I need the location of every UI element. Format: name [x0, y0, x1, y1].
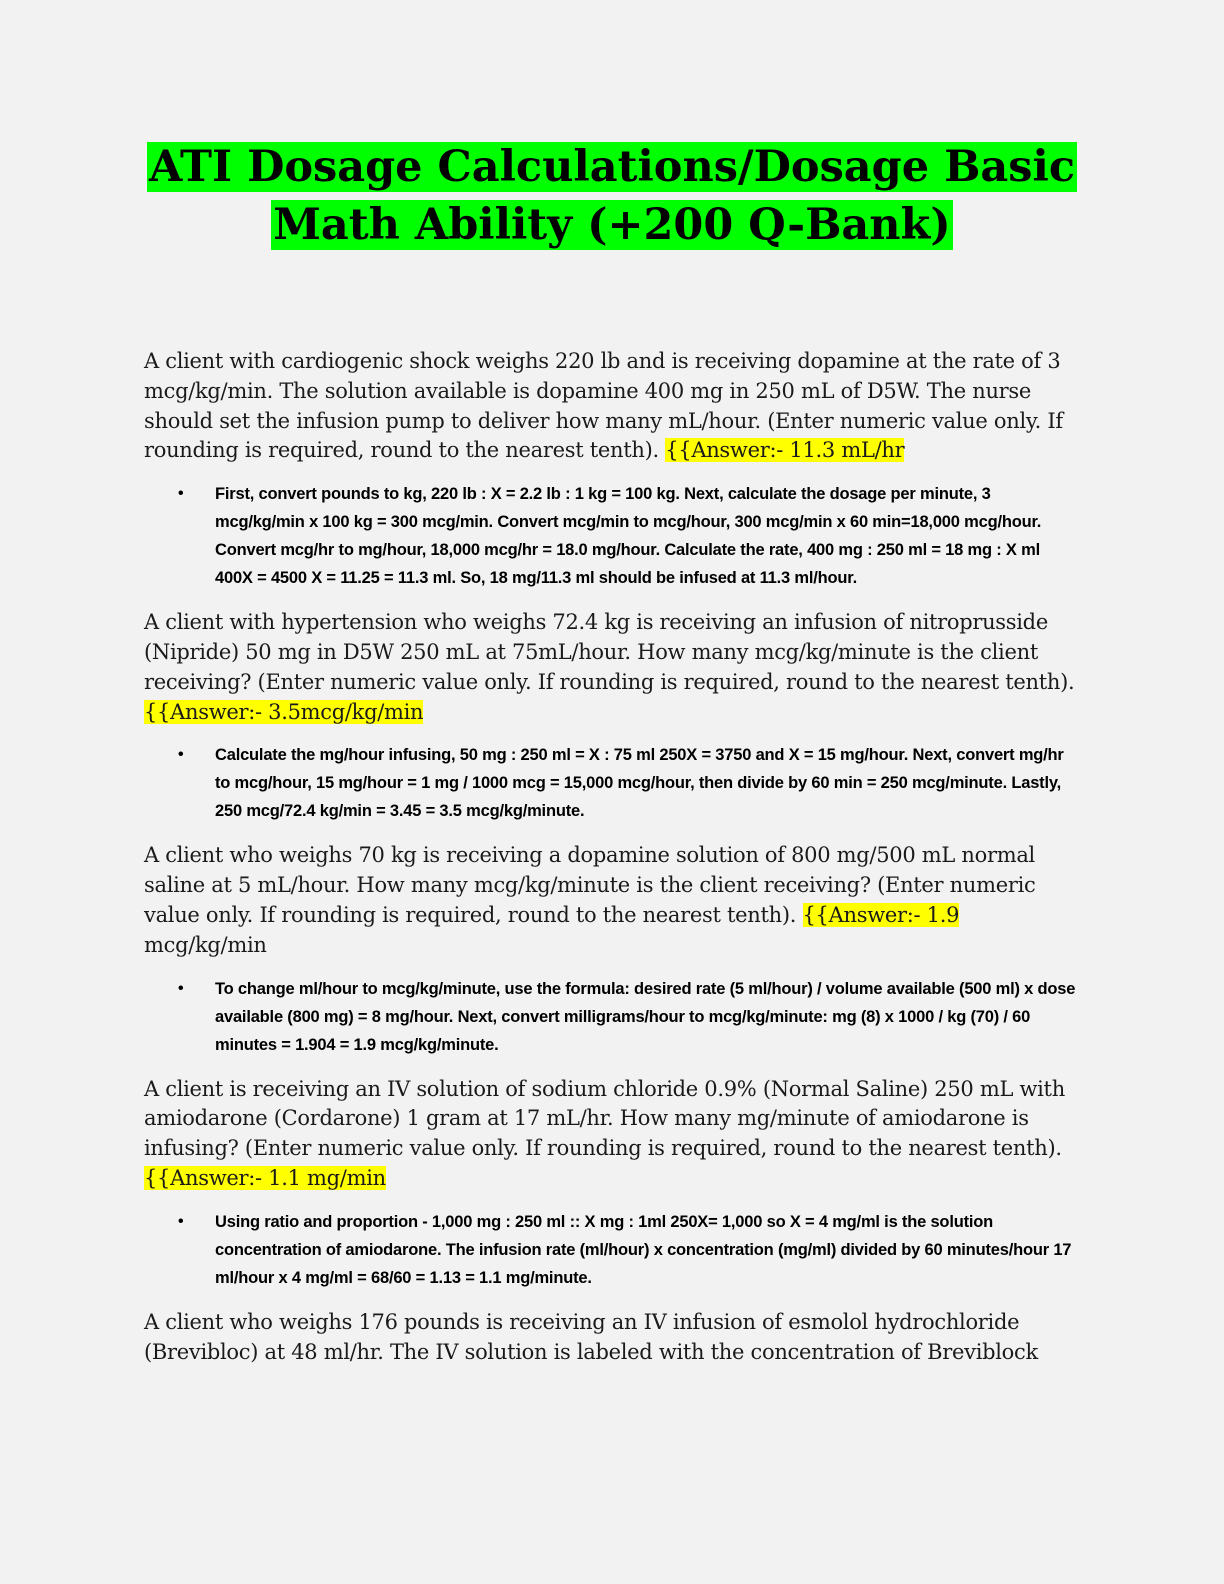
- question-text: A client is receiving an IV solution of sodium chloride 0.9% (Normal Saline) 250 mL with amiodarone (Cordarone) 1 gram at 17 mL/hr. How many mg/minute of amiodarone is infusing? (Enter numeric value only. If rounding is required, round to the nearest tenth).: [144, 1076, 1065, 1161]
- question-text: A client who weighs 70 kg is receiving a dopamine solution of 800 mg/500 mL normal saline at 5 mL/hour. How many mcg/kg/minute is the client receiving? (Enter numeric value only. If rounding is required, round to the nearest tenth).: [144, 843, 1036, 927]
- question-3: [144, 841, 1084, 960]
- explanation-1: [144, 480, 1084, 592]
- title-line-2: Math Ability (+200 Q-Bank): [273, 200, 951, 250]
- question-2: [144, 608, 1084, 727]
- question-text: A client who weighs 176 pounds is receiving an IV infusion of esmolol hydrochloride (Brevibloc) at 48 ml/hr. The IV solution is labeled with the concentration of Breviblock: [144, 1309, 1038, 1364]
- explanation-text: First, convert pounds to kg, 220 lb : X = 2.2 lb : 1 kg = 100 kg. Next, calculate the dosage per minute, 3 mcg/kg/min x 100 kg = 300 mcg/min. Convert mcg/min to mcg/hour, 300 mcg/min x 60 min=18,000 mcg/hour. Convert mcg/hr to mg/hour, 18,000 mcg/hr = 18.0 mg/hour. Calculate the rate, 400 mg : 250 ml = 18 mg : X ml 400X = 4500 X = 11.25 = 11.3 ml. So, 18 mg/11.3 ml should be infused at 11.3 ml/hour.: [215, 485, 1042, 588]
- explanation-text: To change ml/hour to mcg/kg/minute, use the formula: desired rate (5 ml/hour) / volume available (500 ml) x dose available (800 mg) = 8 mg/hour. Next, convert milligrams/hour to mcg/kg/minute: mg (8) x 1000 / kg (70) / 60 minutes = 1.904 = 1.9 mcg/kg/minute.: [215, 979, 1076, 1054]
- answer-unit: mcg/kg/min: [144, 932, 267, 957]
- explanation-text: Calculate the mg/hour infusing, 50 mg : 250 ml = X : 75 ml 250X = 3750 and X = 15 mg/hour. Next, convert mg/hr to mcg/hour, 15 mg/hour = 1 mg / 1000 mcg = 15,000 mcg/hour, then divide by 60 min = 250 mcg/minute. Lastly, 250 mcg/72.4 kg/min = 3.45 = 3.5 mcg/kg/minute.: [215, 746, 1064, 821]
- explanation-list: [144, 1208, 1084, 1292]
- question-text: A client with hypertension who weighs 72.4 kg is receiving an infusion of nitroprusside (Nipride) 50 mg in D5W 250 mL at 75mL/hour. How many mcg/kg/minute is the client receiving? (Enter numeric value only. If rounding is required, round to the nearest tenth).: [144, 610, 1075, 694]
- bullet-icon: •: [178, 485, 184, 503]
- question-text: A client with cardiogenic shock weighs 220 lb and is receiving dopamine at the rate of 3 mcg/kg/min. The solution available is dopamine 400 mg in 250 mL of D5W. The nurse should set the infusion pump to deliver how many mL/hour. (Enter numeric value only. If rounding is required, round to the nearest tenth).: [144, 349, 1063, 463]
- explanation-list: [144, 741, 1084, 825]
- title-line-1: ATI Dosage Calculations/Dosage Basic: [148, 142, 1075, 192]
- explanation-list: [144, 975, 1084, 1059]
- answer-highlight: {{Answer:- 1.1 mg/min: [144, 1165, 386, 1190]
- answer-highlight: {{Answer:- 3.5mcg/kg/min: [144, 699, 424, 724]
- bullet-icon: •: [178, 1212, 184, 1230]
- answer-highlight: {{Answer:- 11.3 mL/hr: [665, 438, 905, 463]
- explanation-text: Using ratio and proportion - 1,000 mg : 250 ml :: X mg : 1ml 250X= 1,000 so X = 4 mg/ml is the solution concentration of amiodarone. The infusion rate (ml/hour) x concentration (mg/ml) divided by 60 minutes/hour 17 ml/hour x 4 mg/ml = 68/60 = 1.13 = 1.1 mg/minute.: [215, 1212, 1072, 1287]
- question-4: [144, 1075, 1084, 1194]
- question-list: [144, 347, 1084, 1367]
- explanation-2: [144, 741, 1084, 825]
- question-5: [144, 1308, 1084, 1368]
- explanation-list: [144, 480, 1084, 592]
- explanation-4: [144, 1208, 1084, 1292]
- answer-highlight: {{Answer:- 1.9: [802, 902, 960, 927]
- question-1: [144, 347, 1084, 466]
- bullet-icon: •: [178, 746, 184, 764]
- bullet-icon: •: [178, 979, 184, 997]
- document-title: [0, 138, 1224, 254]
- explanation-3: [144, 975, 1084, 1059]
